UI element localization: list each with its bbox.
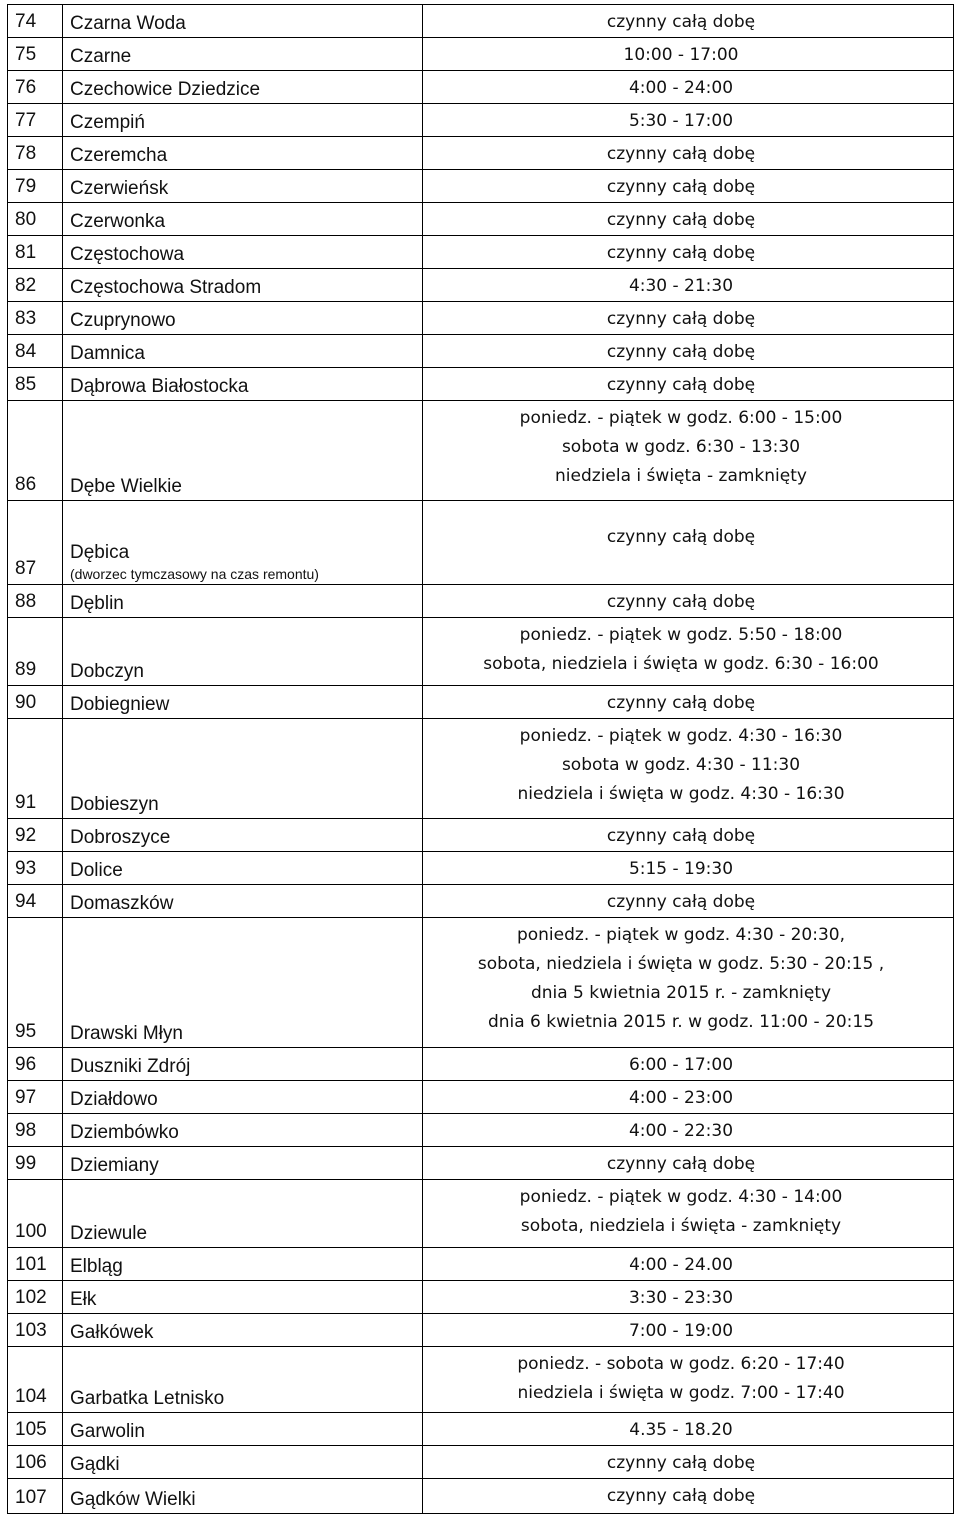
opening-hours-cell bbox=[423, 1314, 954, 1347]
table-row bbox=[8, 1479, 954, 1514]
opening-hours-line: czynny całą dobę bbox=[606, 527, 756, 547]
row-number: 94 bbox=[8, 885, 63, 918]
opening-hours-cell bbox=[423, 236, 954, 269]
opening-hours-cell bbox=[423, 501, 954, 585]
row-number: 107 bbox=[8, 1479, 63, 1514]
opening-hours-line: sobota w godz. 4:30 - 11:30 bbox=[561, 755, 801, 775]
table-row bbox=[8, 885, 954, 918]
station-name-cell: Duszniki Zdrój bbox=[63, 1048, 423, 1081]
row-number: 75 bbox=[8, 38, 63, 71]
table-row bbox=[8, 618, 954, 686]
station-name-cell: Garwolin bbox=[63, 1413, 423, 1446]
row-number: 81 bbox=[8, 236, 63, 269]
table-row bbox=[8, 170, 954, 203]
opening-hours-cell bbox=[423, 104, 954, 137]
table-row bbox=[8, 269, 954, 302]
opening-hours-cell bbox=[423, 1248, 954, 1281]
opening-hours-cell bbox=[423, 1413, 954, 1446]
table-row bbox=[8, 1048, 954, 1081]
table-row bbox=[8, 585, 954, 618]
table-row bbox=[8, 719, 954, 819]
opening-hours-cell bbox=[423, 1081, 954, 1114]
station-name-cell: Częstochowa bbox=[63, 236, 423, 269]
table-row bbox=[8, 1347, 954, 1413]
row-number: 102 bbox=[8, 1281, 63, 1314]
station-name-cell: Czechowice Dziedzice bbox=[63, 71, 423, 104]
opening-hours-line: niedziela i święta w godz. 4:30 - 16:30 bbox=[517, 784, 845, 804]
table-row bbox=[8, 1281, 954, 1314]
table-row bbox=[8, 852, 954, 885]
opening-hours-line: czynny całą dobę bbox=[606, 342, 756, 362]
opening-hours-cell bbox=[423, 885, 954, 918]
station-name-cell: Dąbrowa Białostocka bbox=[63, 368, 423, 401]
opening-hours-line: 10:00 - 17:00 bbox=[623, 45, 739, 65]
station-name-cell: Dziemiany bbox=[63, 1147, 423, 1180]
opening-hours-line: czynny całą dobę bbox=[606, 243, 756, 263]
row-number: 89 bbox=[8, 618, 63, 686]
table-row bbox=[8, 1180, 954, 1248]
opening-hours-cell bbox=[423, 1479, 954, 1514]
opening-hours-cell bbox=[423, 719, 954, 819]
opening-hours-line: 4:30 - 21:30 bbox=[628, 276, 734, 296]
opening-hours-line: 5:15 - 19:30 bbox=[628, 859, 734, 879]
station-name-cell: Częstochowa Stradom bbox=[63, 269, 423, 302]
opening-hours-line: niedziela i święta w godz. 7:00 - 17:40 bbox=[517, 1383, 845, 1403]
table-row bbox=[8, 5, 954, 38]
table-row bbox=[8, 1081, 954, 1114]
table-row bbox=[8, 1413, 954, 1446]
row-number: 76 bbox=[8, 71, 63, 104]
opening-hours-line: 4:00 - 24.00 bbox=[629, 1255, 733, 1275]
opening-hours-line: poniedz. - piątek w godz. 6:00 - 15:00 bbox=[519, 408, 843, 428]
opening-hours-cell bbox=[423, 819, 954, 852]
table-row bbox=[8, 1248, 954, 1281]
table-row bbox=[8, 401, 954, 501]
table-row bbox=[8, 819, 954, 852]
station-name-cell: Gądków Wielki bbox=[63, 1479, 423, 1514]
station-name-cell: Czarne bbox=[63, 38, 423, 71]
station-name-cell: Dobczyn bbox=[63, 618, 423, 686]
opening-hours-line: czynny całą dobę bbox=[606, 592, 756, 612]
row-number: 99 bbox=[8, 1147, 63, 1180]
opening-hours-cell bbox=[423, 1114, 954, 1147]
opening-hours-line: czynny całą dobę bbox=[606, 892, 756, 912]
table-row bbox=[8, 1314, 954, 1347]
row-number: 74 bbox=[8, 5, 63, 38]
opening-hours-line: poniedz. - piątek w godz. 4:30 - 14:00 bbox=[519, 1187, 843, 1207]
opening-hours-line: 4:00 - 23:00 bbox=[628, 1088, 734, 1108]
opening-hours-line: 6:00 - 17:00 bbox=[628, 1055, 734, 1075]
row-number: 86 bbox=[8, 401, 63, 501]
row-number: 79 bbox=[8, 170, 63, 203]
station-name-cell: Czuprynowo bbox=[63, 302, 423, 335]
opening-hours-line: sobota, niedziela i święta w godz. 6:30 - 16:00 bbox=[483, 654, 879, 674]
row-number: 78 bbox=[8, 137, 63, 170]
opening-hours-cell bbox=[423, 852, 954, 885]
opening-hours-line: sobota, niedziela i święta w godz. 5:30 - 20:15 , bbox=[477, 954, 885, 974]
opening-hours-cell bbox=[423, 302, 954, 335]
row-number: 82 bbox=[8, 269, 63, 302]
opening-hours-cell bbox=[423, 618, 954, 686]
station-name-cell: Dobroszyce bbox=[63, 819, 423, 852]
station-name-cell: Czempiń bbox=[63, 104, 423, 137]
table-row bbox=[8, 335, 954, 368]
table-row bbox=[8, 368, 954, 401]
row-number: 92 bbox=[8, 819, 63, 852]
station-name-cell: Gałkówek bbox=[63, 1314, 423, 1347]
row-number: 93 bbox=[8, 852, 63, 885]
opening-hours-cell bbox=[423, 368, 954, 401]
row-number: 77 bbox=[8, 104, 63, 137]
table-row bbox=[8, 686, 954, 719]
opening-hours-line: dnia 6 kwietnia 2015 r. w godz. 11:00 - 20:15 bbox=[487, 1012, 875, 1032]
opening-hours-line: dnia 5 kwietnia 2015 r. - zamknięty bbox=[530, 983, 832, 1003]
opening-hours-line: 4:00 - 22:30 bbox=[628, 1121, 734, 1141]
opening-hours-line: czynny całą dobę bbox=[606, 177, 756, 197]
opening-hours-cell bbox=[423, 1180, 954, 1248]
row-number: 97 bbox=[8, 1081, 63, 1114]
opening-hours-line: sobota w godz. 6:30 - 13:30 bbox=[561, 437, 801, 457]
row-number: 80 bbox=[8, 203, 63, 236]
station-name-cell: Czeremcha bbox=[63, 137, 423, 170]
opening-hours-line: czynny całą dobę bbox=[606, 210, 756, 230]
opening-hours-line: poniedz. - piątek w godz. 4:30 - 16:30 bbox=[519, 726, 843, 746]
row-number: 104 bbox=[8, 1347, 63, 1413]
opening-hours-line: czynny całą dobę bbox=[606, 309, 756, 329]
opening-hours-line: czynny całą dobę bbox=[606, 375, 756, 395]
opening-hours-line: poniedz. - sobota w godz. 6:20 - 17:40 bbox=[517, 1354, 845, 1374]
station-name-cell: Dębe Wielkie bbox=[63, 401, 423, 501]
station-name-cell bbox=[63, 501, 423, 585]
row-number: 96 bbox=[8, 1048, 63, 1081]
table-row bbox=[8, 1446, 954, 1479]
station-name-cell: Domaszków bbox=[63, 885, 423, 918]
opening-hours-line: 3:30 - 23:30 bbox=[628, 1288, 734, 1308]
table-row bbox=[8, 137, 954, 170]
opening-hours-line: poniedz. - piątek w godz. 4:30 - 20:30, bbox=[516, 925, 846, 945]
station-name-cell: Dziewule bbox=[63, 1180, 423, 1248]
opening-hours-cell bbox=[423, 686, 954, 719]
opening-hours-cell bbox=[423, 38, 954, 71]
row-number: 85 bbox=[8, 368, 63, 401]
row-number: 103 bbox=[8, 1314, 63, 1347]
opening-hours-cell bbox=[423, 269, 954, 302]
row-number: 84 bbox=[8, 335, 63, 368]
station-name-cell: Czerwonka bbox=[63, 203, 423, 236]
station-name-cell: Czarna Woda bbox=[63, 5, 423, 38]
opening-hours-cell bbox=[423, 1048, 954, 1081]
opening-hours-line: niedziela i święta - zamknięty bbox=[555, 466, 807, 486]
opening-hours-cell bbox=[423, 1281, 954, 1314]
table-row bbox=[8, 918, 954, 1048]
station-name-cell: Garbatka Letnisko bbox=[63, 1347, 423, 1413]
row-number: 90 bbox=[8, 686, 63, 719]
table-row bbox=[8, 302, 954, 335]
table-body bbox=[8, 5, 954, 1514]
opening-hours-line: czynny całą dobę bbox=[606, 1486, 756, 1506]
row-number: 106 bbox=[8, 1446, 63, 1479]
table-row bbox=[8, 501, 954, 585]
station-note: (dworzec tymczasowy na czas remontu) bbox=[70, 566, 319, 582]
opening-hours-line: poniedz. - piątek w godz. 5:50 - 18:00 bbox=[519, 625, 843, 645]
station-name-cell: Dobieszyn bbox=[63, 719, 423, 819]
opening-hours-cell bbox=[423, 1347, 954, 1413]
opening-hours-cell bbox=[423, 918, 954, 1048]
opening-hours-cell bbox=[423, 335, 954, 368]
opening-hours-line: 4:00 - 24:00 bbox=[628, 78, 734, 98]
table-row bbox=[8, 203, 954, 236]
opening-hours-cell bbox=[423, 5, 954, 38]
station-name-cell: Dziembówko bbox=[63, 1114, 423, 1147]
row-number: 101 bbox=[8, 1248, 63, 1281]
opening-hours-line: sobota, niedziela i święta - zamknięty bbox=[520, 1216, 842, 1236]
row-number: 88 bbox=[8, 585, 63, 618]
opening-hours-line: czynny całą dobę bbox=[606, 693, 756, 713]
station-name-cell: Dęblin bbox=[63, 585, 423, 618]
opening-hours-cell bbox=[423, 1147, 954, 1180]
opening-hours-line: 4.35 - 18.20 bbox=[629, 1420, 733, 1440]
station-name-cell: Damnica bbox=[63, 335, 423, 368]
table-row bbox=[8, 236, 954, 269]
station-name-cell: Gądki bbox=[63, 1446, 423, 1479]
station-name-cell: Elbląg bbox=[63, 1248, 423, 1281]
row-number: 91 bbox=[8, 719, 63, 819]
station-name-cell: Działdowo bbox=[63, 1081, 423, 1114]
opening-hours-line: czynny całą dobę bbox=[606, 826, 756, 846]
row-number: 83 bbox=[8, 302, 63, 335]
station-hours-table bbox=[7, 4, 954, 1514]
opening-hours-line: czynny całą dobę bbox=[606, 12, 756, 32]
opening-hours-line: 5:30 - 17:00 bbox=[628, 111, 734, 131]
row-number: 95 bbox=[8, 918, 63, 1048]
station-name-cell: Czerwieńsk bbox=[63, 170, 423, 203]
table-row bbox=[8, 71, 954, 104]
opening-hours-line: 7:00 - 19:00 bbox=[628, 1321, 734, 1341]
opening-hours-cell bbox=[423, 170, 954, 203]
row-number: 100 bbox=[8, 1180, 63, 1248]
table-row bbox=[8, 1147, 954, 1180]
opening-hours-line: czynny całą dobę bbox=[606, 1453, 756, 1473]
station-name-cell: Drawski Młyn bbox=[63, 918, 423, 1048]
opening-hours-cell bbox=[423, 137, 954, 170]
opening-hours-cell bbox=[423, 401, 954, 501]
opening-hours-cell bbox=[423, 71, 954, 104]
station-name-cell: Dolice bbox=[63, 852, 423, 885]
table-row bbox=[8, 38, 954, 71]
table-row bbox=[8, 104, 954, 137]
row-number: 87 bbox=[8, 501, 63, 585]
table-row bbox=[8, 1114, 954, 1147]
station-name: Dębica bbox=[70, 542, 130, 563]
station-name-cell: Ełk bbox=[63, 1281, 423, 1314]
opening-hours-cell bbox=[423, 585, 954, 618]
opening-hours-cell bbox=[423, 203, 954, 236]
station-name-cell: Dobiegniew bbox=[63, 686, 423, 719]
row-number: 98 bbox=[8, 1114, 63, 1147]
opening-hours-line: czynny całą dobę bbox=[606, 1154, 756, 1174]
opening-hours-line: czynny całą dobę bbox=[606, 144, 756, 164]
row-number: 105 bbox=[8, 1413, 63, 1446]
opening-hours-cell bbox=[423, 1446, 954, 1479]
